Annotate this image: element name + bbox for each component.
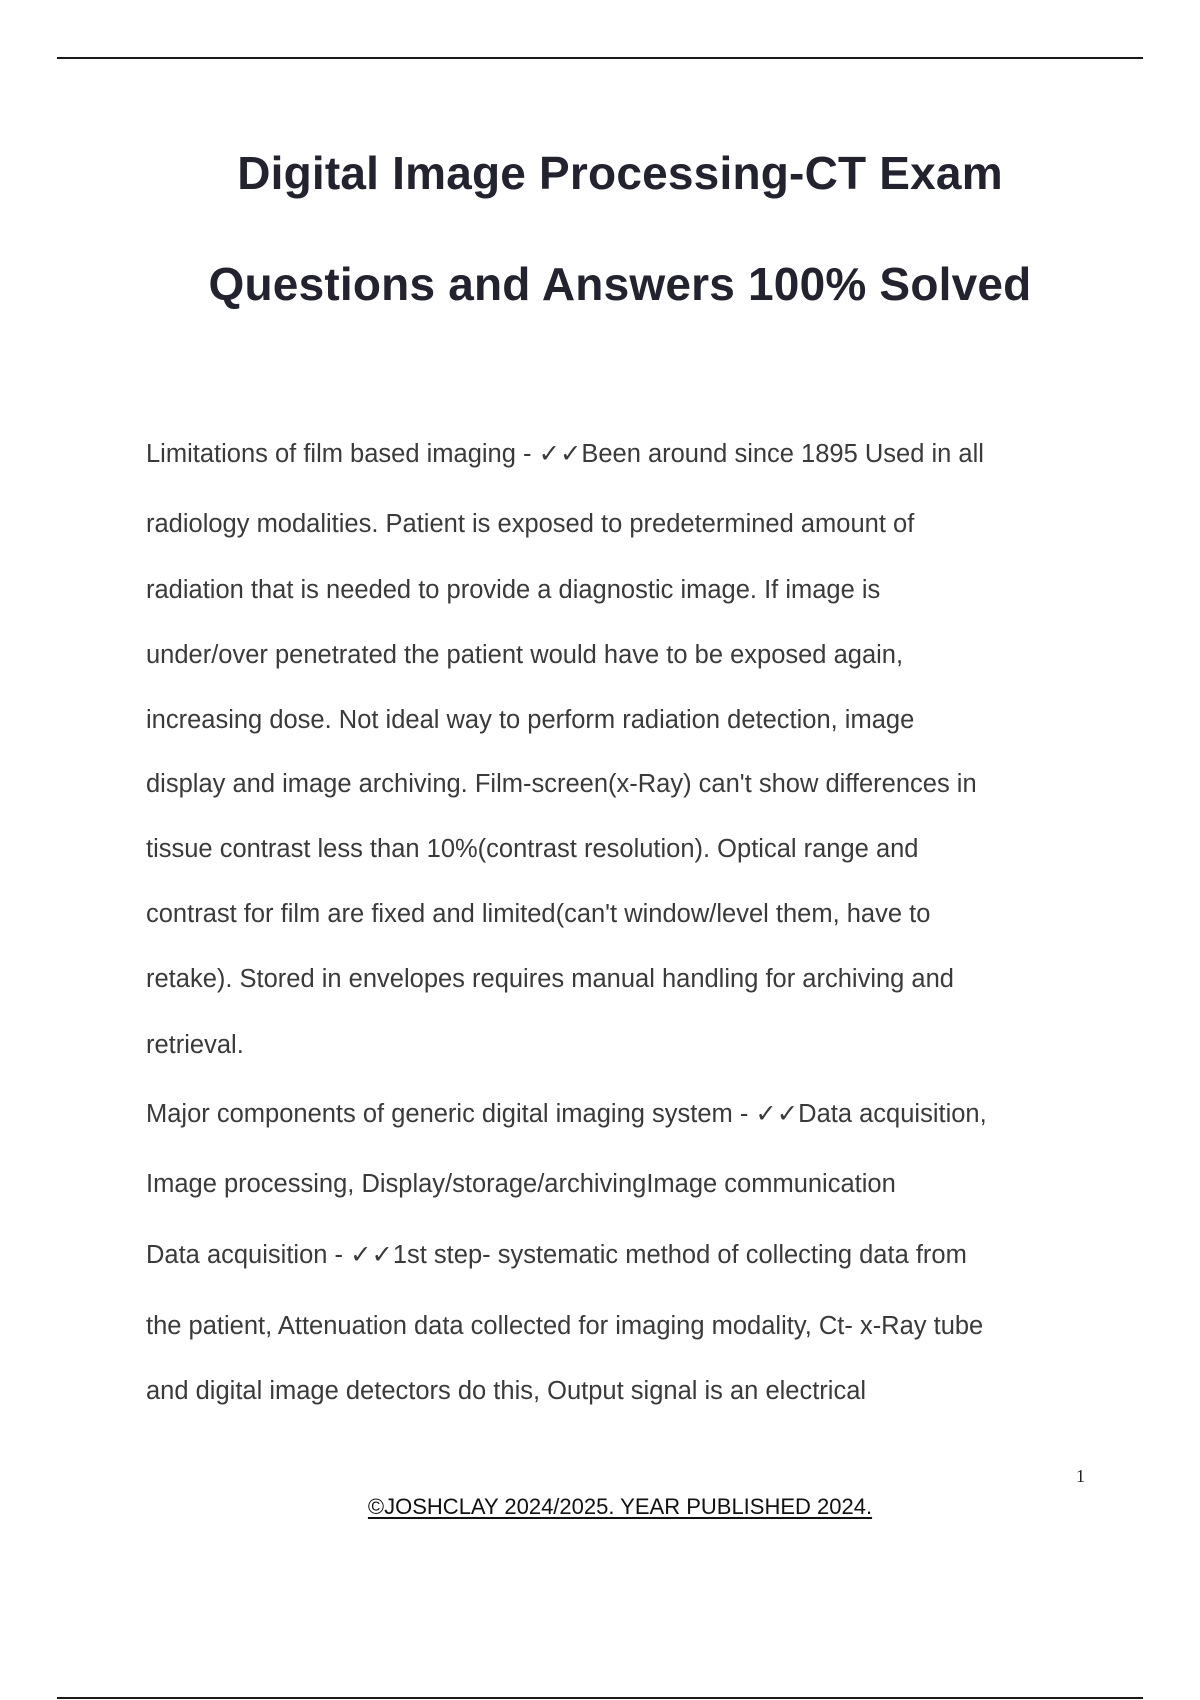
body-line: Limitations of film based imaging - ✓✓Been around since 1895 Used in all: [146, 440, 984, 468]
body-line: Data acquisition - ✓✓1st step- systematic method of collecting data from: [146, 1241, 967, 1269]
body-line: retrieval.: [146, 1031, 244, 1059]
body-line: increasing dose. Not ideal way to perform radiation detection, image: [146, 706, 915, 734]
body-line: retake). Stored in envelopes requires manual handling for archiving and: [146, 965, 954, 993]
body-line: tissue contrast less than 10%(contrast resolution). Optical range and: [146, 835, 919, 863]
bottom-rule: [57, 1697, 1143, 1699]
title-line-1: Digital Image Processing-CT Exam: [237, 147, 1003, 199]
body-line: under/over penetrated the patient would have to be exposed again,: [146, 641, 904, 669]
top-rule: [57, 57, 1143, 59]
body-line: display and image archiving. Film-screen(x-Ray) can't show differences in: [146, 770, 977, 798]
footer-copyright: [0, 1494, 1200, 1520]
body-line: the patient, Attenuation data collected for imaging modality, Ct- x-Ray tube: [146, 1312, 984, 1340]
footer-copyright-text: ©JOSHCLAY 2024/2025. YEAR PUBLISHED 2024.: [367, 1494, 873, 1519]
body-line: radiation that is needed to provide a diagnostic image. If image is: [146, 576, 881, 604]
body-line: radiology modalities. Patient is exposed to predetermined amount of: [146, 510, 915, 538]
title-line-2: Questions and Answers 100% Solved: [208, 258, 1032, 310]
body-line: and digital image detectors do this, Output signal is an electrical: [146, 1377, 867, 1405]
page-number: 1: [1076, 1466, 1085, 1486]
body-line: Major components of generic digital imaging system - ✓✓Data acquisition,: [146, 1100, 987, 1128]
body-line: Image processing, Display/storage/archivingImage communication: [146, 1170, 896, 1198]
body-line: contrast for film are fixed and limited(can't window/level them, have to: [146, 900, 931, 928]
